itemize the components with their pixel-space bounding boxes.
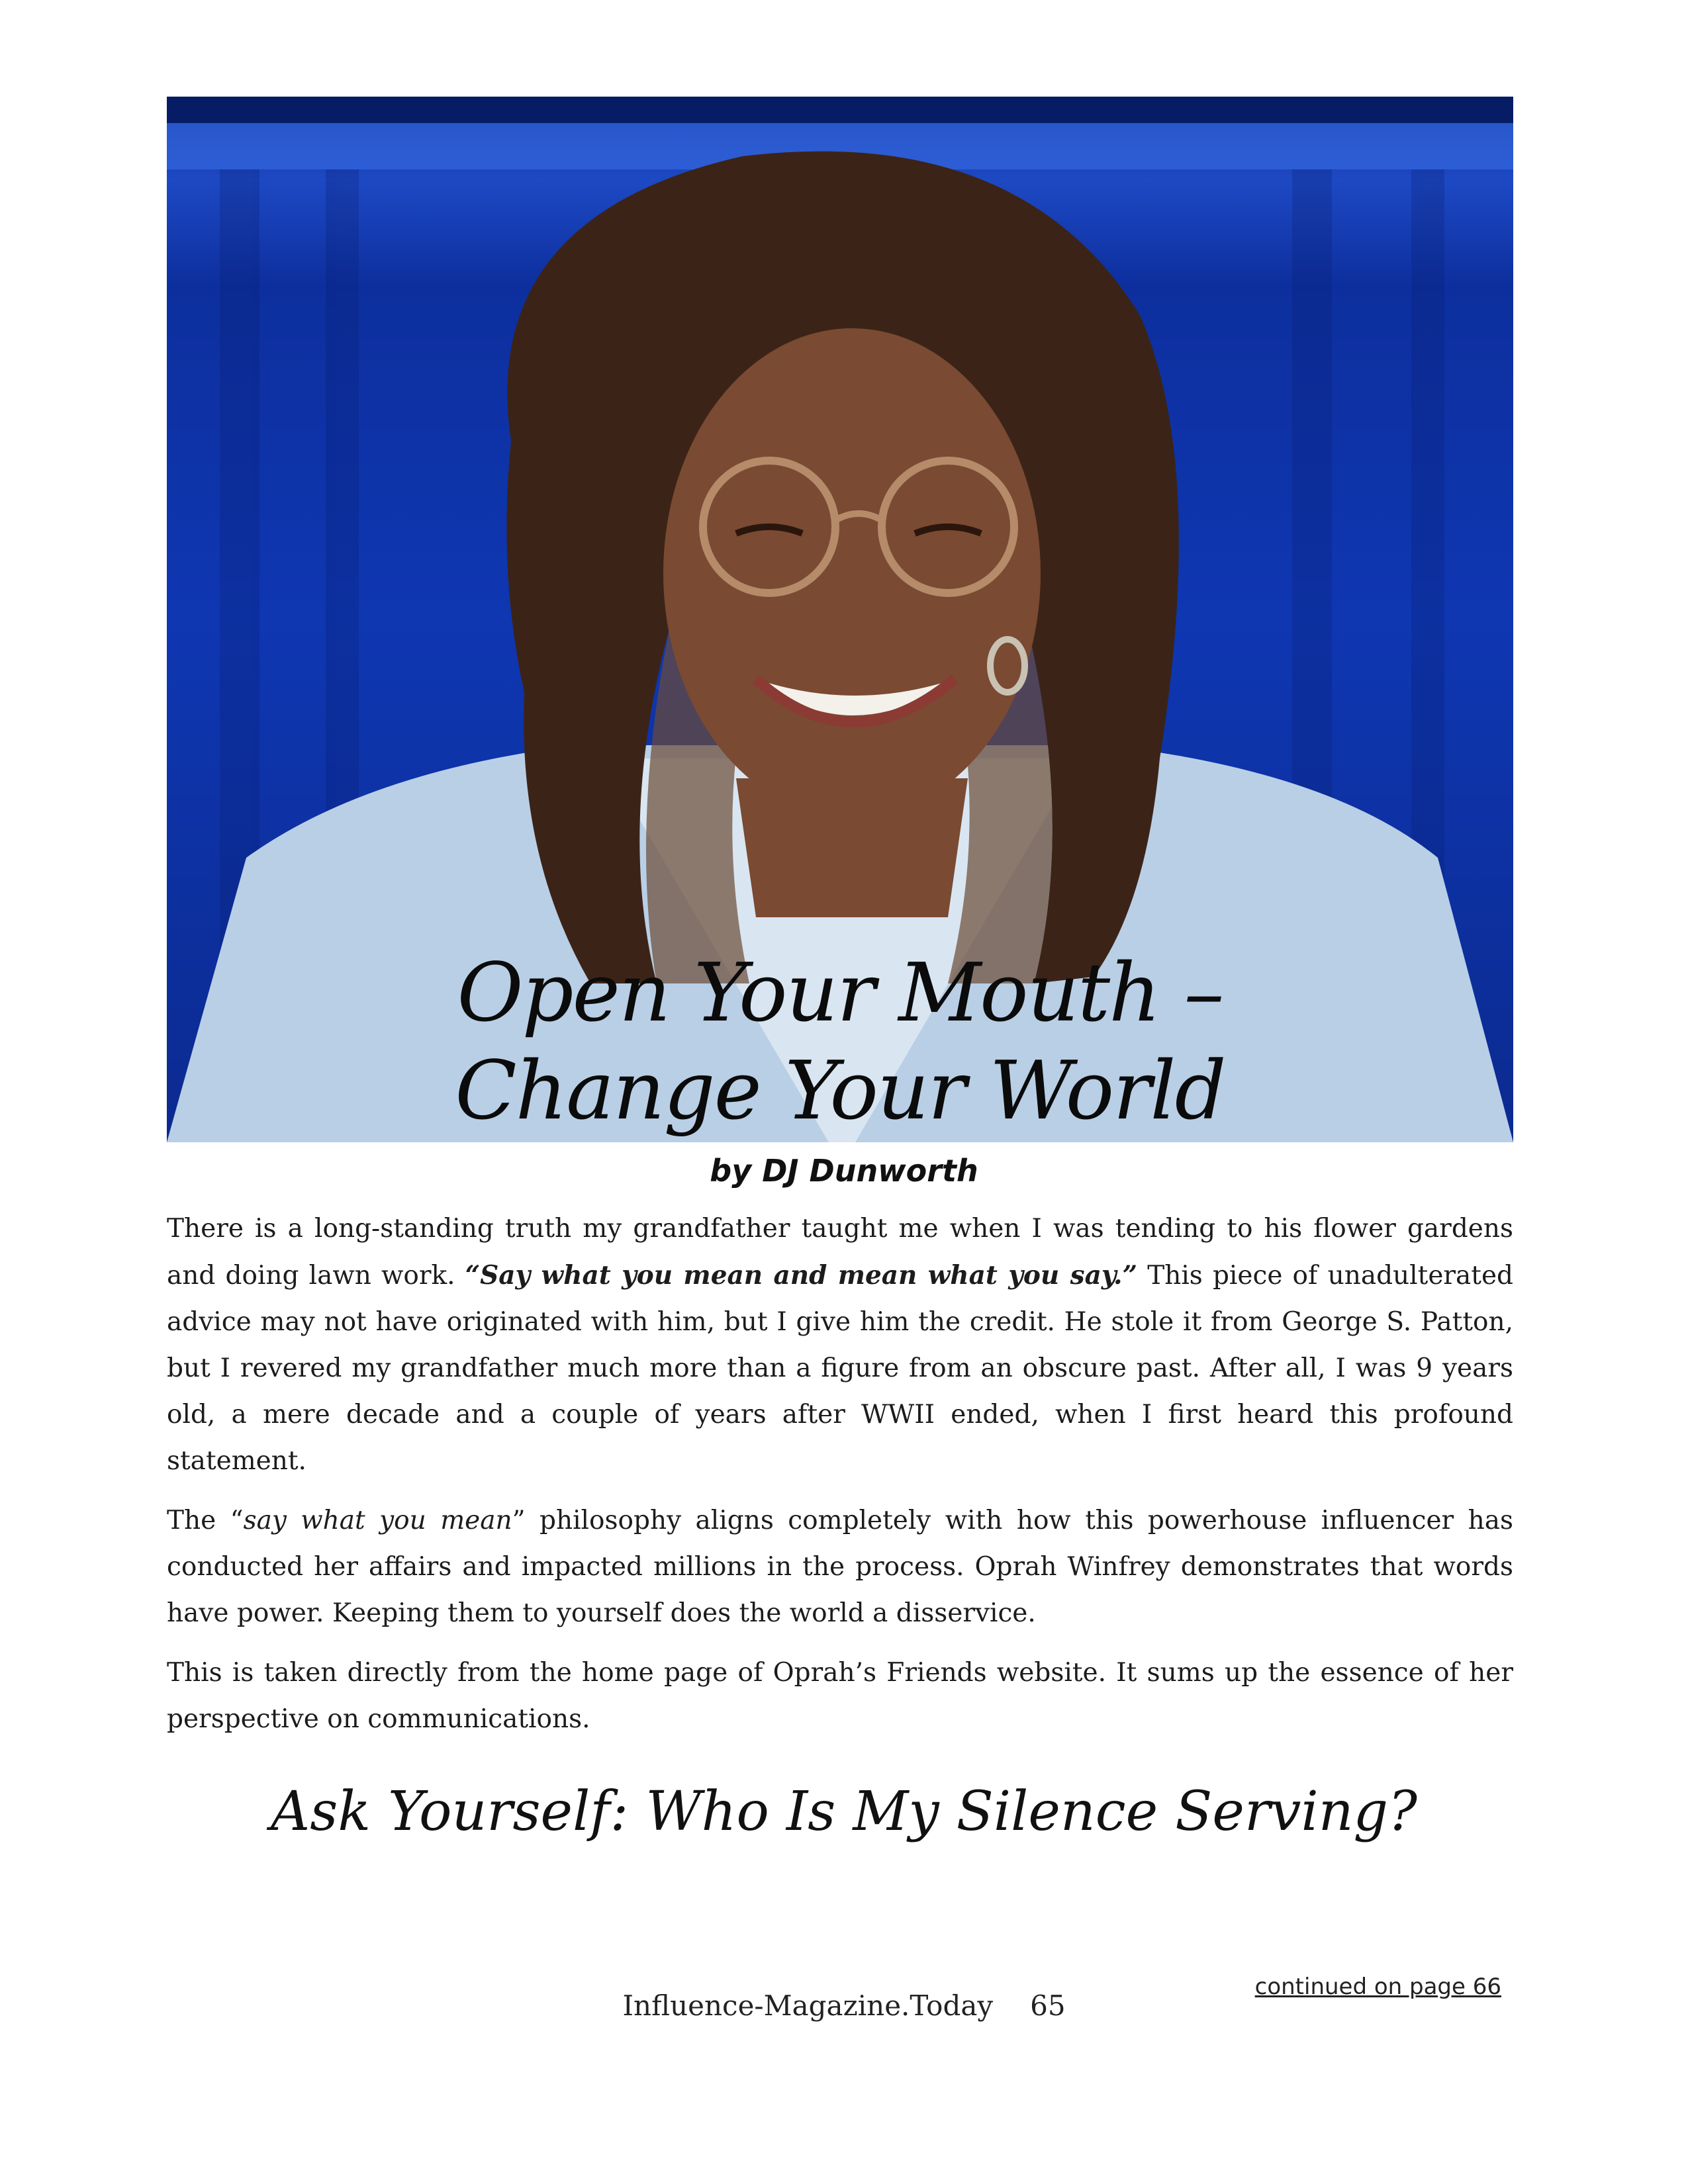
paragraph-3: This is taken directly from the home page of Oprah’s Friends website. It sums up the essence of her perspective on communications. [167, 1658, 1513, 1734]
article-body [167, 1206, 1513, 1756]
hero-photo [167, 97, 1513, 1142]
section-subhead: Ask Yourself: Who Is My Silence Serving? [271, 1780, 1417, 1843]
paragraph-2-text-a: The “ [167, 1506, 244, 1535]
byline: by DJ Dunworth [710, 1153, 978, 1189]
continued-link[interactable]: continued on page 66 [1254, 1974, 1501, 2000]
paragraph-2 [167, 1498, 1513, 1637]
paragraph-1 [167, 1206, 1513, 1484]
page-number: 65 [1030, 1989, 1066, 2022]
footer-site: Influence-Magazine.Today [622, 1989, 994, 2022]
paragraph-1-text-b: This piece of unadulterated advice may not have originated with him, but I give him the credit. He stole it from George S. Patton, but I revered my grandfather much more than a figure from an obscure past. After all, I was 9 years old, a mere decade and a couple of years after WWII ended, when I first heard this profound statement. [167, 1261, 1514, 1476]
page-footer [0, 1989, 1688, 2022]
title-line-1: Open Your Mouth – [457, 946, 1223, 1040]
paragraph-2-emphasis: say what you mean [243, 1506, 512, 1535]
article-title [167, 944, 1513, 1140]
paragraph-1-text-a: There is a long-standing truth my grandfather taught me when I was tending to his flower gardens and doing lawn work. [167, 1214, 1513, 1291]
paragraph-2-text-b: ” philosophy aligns completely with how this powerhouse influencer has conducted her affairs and impacted millions in the process. Oprah Winfrey demonstrates that words have power. Keeping them to yourself does the world a disservice. [167, 1506, 1514, 1628]
paragraph-1-quote: “Say what you mean and mean what you say.” [465, 1260, 1138, 1291]
title-line-2: Change Your World [455, 1044, 1225, 1138]
